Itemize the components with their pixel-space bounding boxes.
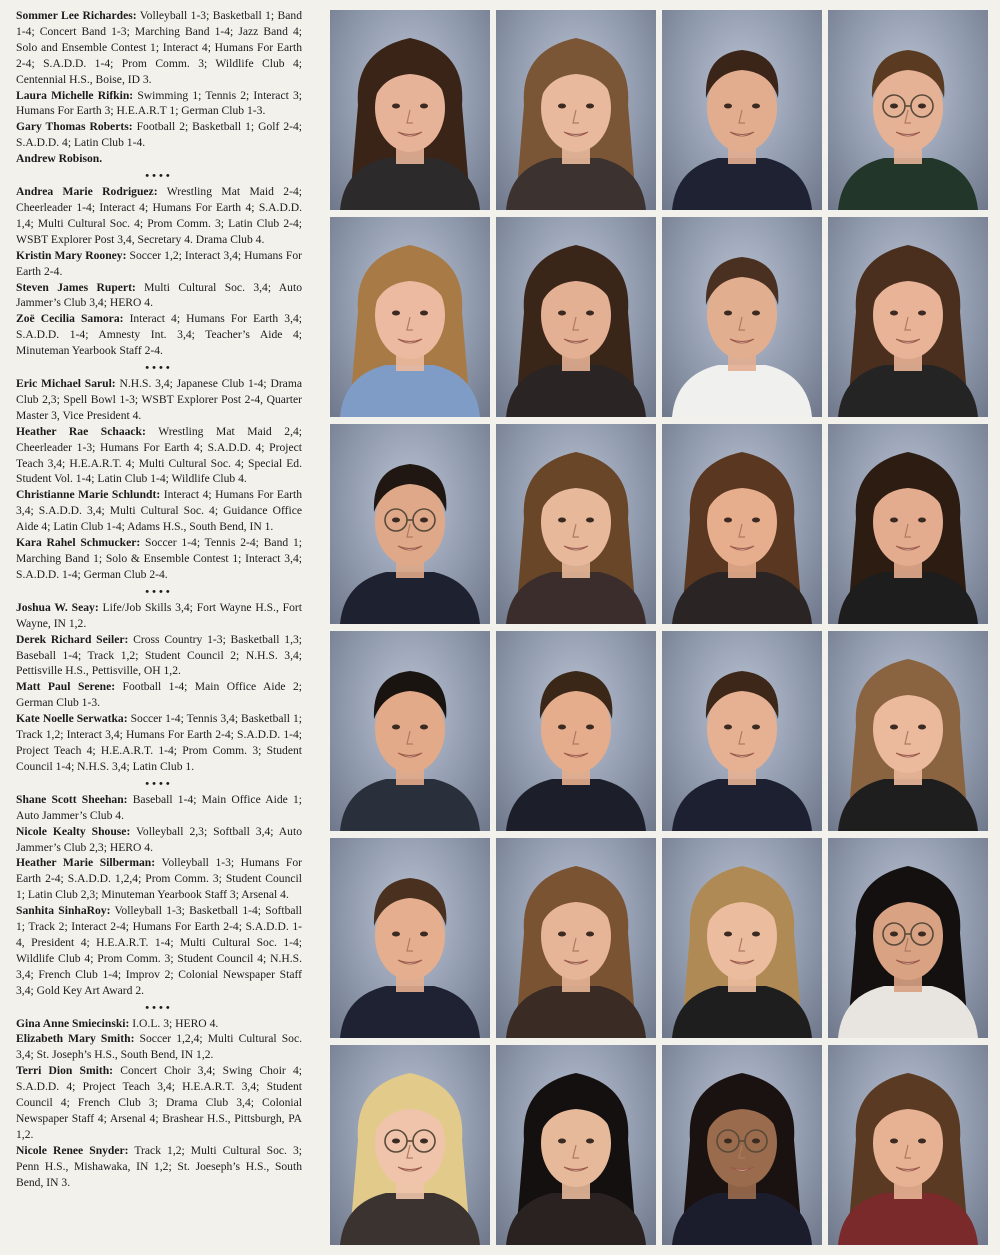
student-portrait <box>828 217 988 417</box>
student-activities: Concert Choir 3,4; Swing Choir 4; S.A.D.D. 4; Project Teach 3,4; H.E.A.R.T. 3,4; Student Council 4; French Club 3; Drama Club 3,4; Colonial Newspaper Staff 4; Arsenal 4; Brashear H.S., Pittsburgh, PA 1,2. <box>16 1064 302 1141</box>
student-portrait <box>330 1045 490 1245</box>
student-entry <box>16 376 302 424</box>
student-name: Laura Michelle Rifkin: <box>16 88 134 102</box>
student-portrait <box>828 1045 988 1245</box>
student-name: Nicole Renee Snyder: <box>16 1143 129 1157</box>
student-portrait <box>828 424 988 624</box>
portrait-image <box>662 838 822 1038</box>
portrait-image <box>828 424 988 624</box>
student-portrait <box>330 631 490 831</box>
student-activities: Interact 4; Humans For Earth 3,4; S.A.D.D. 1-4; Amnesty Int. 3,4; Teacher’s Aide 4; Minuteman Yearbook Staff 2-4. <box>16 312 302 358</box>
portrait-image <box>496 424 656 624</box>
portrait-image <box>496 217 656 417</box>
student-activities: Track 1,2; Multi Cultural Soc. 3; Penn H.S., Mishawaka, IN 1,2; St. Joeseph’s H.S., South Bend, IN 3. <box>16 1143 302 1189</box>
portrait-image <box>496 10 656 210</box>
student-entry <box>16 1016 302 1032</box>
student-portrait <box>828 10 988 210</box>
student-portrait <box>496 217 656 417</box>
portrait-image <box>496 1045 656 1245</box>
student-portrait <box>828 631 988 831</box>
student-name: Sommer Lee Richardes: <box>16 9 137 22</box>
student-entry <box>16 632 302 680</box>
student-name: Heather Marie Silberman: <box>16 856 156 870</box>
student-portrait <box>662 424 822 624</box>
student-activities: Wrestling Mat Maid 2,4; Cheerleader 1-3; Humans For Earth 4; S.A.D.D. 4; Project Teach 3,4; H.E.A.R.T. 4; Multi Cultural Soc. 4; Special Ed. Student Vol. 1-4; Latin Club 1-4; Wildlife Club 4. <box>16 424 302 486</box>
student-portrait <box>330 217 490 417</box>
student-portrait <box>330 10 490 210</box>
student-activities: Interact 4; Humans For Earth 3,4; S.A.D.D. 3,4; Multi Cultural Soc. 4; Guidance Office Aide 4; Latin Club 1-4; Adams H.S., South Bend, IN 1. <box>16 488 303 534</box>
portrait-image <box>828 1045 988 1245</box>
student-activities: Multi Cultural Soc. 3,4; Auto Jammer’s Club 3,4; HERO 4. <box>16 280 302 310</box>
student-entry <box>16 248 302 280</box>
student-activities: Volleyball 1-3; Humans For Earth 2-4; S.A.D.D. 1,2,4; Prom Comm. 3; Student Council 1; Latin Club 2,3; Minuteman Yearbook Staff 3; Arsenal 4. <box>16 856 302 902</box>
portrait-grid <box>330 10 990 1245</box>
student-name: Matt Paul Serene: <box>16 680 116 694</box>
student-activities: Soccer 1-4; Tennis 3,4; Basketball 1; Track 1,2; Interact 3,4; Humans For Earth 2-4; S.A.D.D. 1-4; Project Teach 4; H.E.A.R.T. 1-4; Prom Comm. 3; Student Council 1-4; N.H.S. 3,4; Latin Club 1. <box>16 712 302 773</box>
student-name: Derek Richard Seiler: <box>16 632 129 646</box>
student-entry <box>16 424 302 488</box>
student-name: Zoë Cecilia Samora: <box>16 312 124 326</box>
portrait-image <box>330 838 490 1038</box>
student-activities: Volleyball 1-3; Basketball 1; Band 1-4; Concert Band 1-3; Marching Band 1-4; Jazz Band 4; Solo and Ensemble Contest 1; Interact 4; Humans For Earth 2-4; S.A.D.D. 1-4; Prom Comm. 3; Wildlife Club 4; Centennial H.S., Boise, ID 3. <box>16 9 302 86</box>
student-entry <box>16 487 302 535</box>
student-activities: Baseball 1-4; Main Office Aide 1; Auto Jammer’s Club 4. <box>16 792 302 822</box>
student-name: Sanhita SinhaRoy: <box>16 904 111 918</box>
portrait-image <box>330 631 490 831</box>
student-entry <box>16 600 302 632</box>
student-name: Steven James Rupert: <box>16 280 136 294</box>
student-portrait <box>496 1045 656 1245</box>
portrait-image <box>662 424 822 624</box>
portrait-image <box>330 217 490 417</box>
student-activities: Football 1-4; Main Office Aide 2; German Club 1-3. <box>16 680 302 710</box>
student-activities: Soccer 1,2; Interact 3,4; Humans For Earth 2-4. <box>16 248 302 278</box>
separator-dots: •••• <box>145 1001 173 1014</box>
student-portrait <box>496 10 656 210</box>
student-activities: Soccer 1,2,4; Multi Cultural Soc. 3,4; St. Joseph’s H.S., South Bend, IN 1,2. <box>16 1032 303 1062</box>
portrait-image <box>662 217 822 417</box>
student-name: Heather Rae Schaack: <box>16 424 146 438</box>
student-entry <box>16 711 302 775</box>
portrait-image <box>828 217 988 417</box>
student-name: Andrew Robison. <box>16 152 103 166</box>
student-entry <box>16 88 302 120</box>
student-entry <box>16 855 302 903</box>
student-name: Kristin Mary Rooney: <box>16 248 127 262</box>
portrait-image <box>330 10 490 210</box>
portrait-image <box>330 424 490 624</box>
student-activities: Football 2; Basketball 1; Golf 2-4; S.A.D.D. 4; Latin Club 1-4. <box>16 120 302 150</box>
student-entry <box>16 824 302 856</box>
student-entry <box>16 535 302 583</box>
student-name: Andrea Marie Rodriguez: <box>16 185 158 199</box>
student-entry <box>16 119 302 151</box>
student-portrait <box>662 631 822 831</box>
separator-dots: •••• <box>145 362 173 375</box>
student-entry <box>16 1143 302 1191</box>
student-name: Nicole Kealty Shouse: <box>16 824 131 838</box>
student-name: Gary Thomas Roberts: <box>16 120 133 134</box>
portrait-image <box>496 631 656 831</box>
student-name: Christianne Marie Schlundt: <box>16 488 161 502</box>
student-activities: N.H.S. 3,4; Japanese Club 1-4; Drama Club 2,3; Spell Bowl 1-3; WSBT Explorer Post 2-4, Quarter Master 3, Vice President 4. <box>16 377 302 422</box>
portrait-image <box>496 838 656 1038</box>
student-activities: Volleyball 1-3; Basketball 1-4; Softball 1; Track 2; Interact 2-4; Humans For Earth 2-4; S.A.D.D. 1-4, President 4; H.E.A.R.T. 1-4; Multi Cultural Soc. 1-4; Wildlife Club 4; Prom Comm. 3; Student Council 4; N.H.S. 3,4; French Club 1-4; Improv 2; Colonial Newspaper Staff 3,4; Gold Key Art Award 2. <box>16 904 302 997</box>
student-entry <box>16 679 302 711</box>
student-portrait <box>662 1045 822 1245</box>
portrait-image <box>828 838 988 1038</box>
student-name: Gina Anne Smiecinski: <box>16 1016 130 1030</box>
student-activities: Soccer 1-4; Tennis 2-4; Band 1; Marching Band 1; Solo & Ensemble Contest 1; Interact 3,4; S.A.D.D. 1-4; German Club 2-4. <box>16 536 302 581</box>
student-name: Kara Rahel Schmucker: <box>16 536 141 550</box>
student-portrait <box>330 424 490 624</box>
portrait-image <box>330 1045 490 1245</box>
portrait-image <box>828 10 988 210</box>
student-name: Kate Noelle Serwatka: <box>16 712 128 726</box>
student-activities: Cross Country 1-3; Basketball 1,3; Baseball 1-4; Track 1,2; Student Council 2; N.H.S. 3,4; Pettisville H.S., Pettisville, OH 1,2. <box>16 632 302 678</box>
student-portrait <box>496 631 656 831</box>
student-entry <box>16 1063 302 1143</box>
student-name: Joshua W. Seay: <box>16 600 99 614</box>
separator-dots: •••• <box>145 170 173 183</box>
student-entry <box>16 280 302 312</box>
separator-dots: •••• <box>145 777 173 790</box>
student-portrait <box>496 838 656 1038</box>
student-activities: Wrestling Mat Maid 2-4; Cheerleader 1-4; Interact 4; Humans For Earth 4; S.A.D.D. 1,4; Multi Cultural Soc. 4; Prom Comm. 3; Latin Club 2-4; WSBT Explorer Post 3,4, Secretary 4. Drama Club 4. <box>16 185 302 246</box>
student-name: Elizabeth Mary Smith: <box>16 1032 135 1046</box>
student-entry <box>16 151 302 167</box>
student-name: Eric Michael Sarul: <box>16 377 116 391</box>
portrait-image <box>662 1045 822 1245</box>
student-activities: Swimming 1; Tennis 2; Interact 3; Humans For Earth 3; H.E.A.R.T 1; German Club 1-3. <box>16 88 302 118</box>
senior-bio-column <box>16 8 302 1191</box>
student-portrait <box>496 424 656 624</box>
student-name: Terri Dion Smith: <box>16 1064 114 1078</box>
student-entry <box>16 792 302 824</box>
student-name: Shane Scott Sheehan: <box>16 792 128 806</box>
portrait-image <box>662 10 822 210</box>
student-entry <box>16 311 302 359</box>
student-portrait <box>828 838 988 1038</box>
student-entry <box>16 184 302 248</box>
student-entry <box>16 903 302 998</box>
student-portrait <box>662 10 822 210</box>
student-entry <box>16 1031 302 1063</box>
student-entry <box>16 8 302 88</box>
student-activities: Volleyball 2,3; Softball 3,4; Auto Jammer’s Club 2,3; HERO 4. <box>16 824 302 854</box>
student-activities: I.O.L. 3; HERO 4. <box>129 1016 219 1030</box>
portrait-image <box>828 631 988 831</box>
separator-dots: •••• <box>145 585 173 598</box>
student-portrait <box>662 217 822 417</box>
student-portrait <box>330 838 490 1038</box>
student-portrait <box>662 838 822 1038</box>
student-activities: Life/Job Skills 3,4; Fort Wayne H.S., Fort Wayne, IN 1,2. <box>16 600 302 630</box>
portrait-image <box>662 631 822 831</box>
